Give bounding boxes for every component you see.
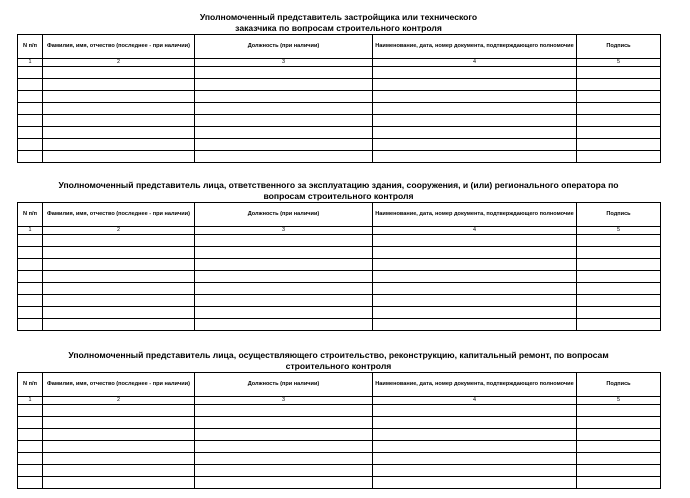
table-row bbox=[18, 283, 661, 295]
table-cell[interactable] bbox=[577, 151, 661, 163]
table-cell[interactable] bbox=[577, 235, 661, 247]
table-cell[interactable] bbox=[18, 127, 43, 139]
table-cell[interactable] bbox=[373, 139, 577, 151]
header-full-name: Фамилия, имя, отчество (последнее - при наличии) bbox=[43, 373, 195, 397]
table-cell[interactable] bbox=[195, 235, 373, 247]
table-cell[interactable] bbox=[18, 405, 43, 417]
table-cell[interactable] bbox=[195, 429, 373, 441]
column-number: 4 bbox=[373, 397, 577, 405]
table-row bbox=[18, 441, 661, 453]
table-cell[interactable] bbox=[577, 307, 661, 319]
table-cell[interactable] bbox=[195, 247, 373, 259]
table-cell[interactable] bbox=[18, 429, 43, 441]
column-number-row bbox=[18, 59, 661, 67]
header-position: Должность (при наличии) bbox=[195, 373, 373, 397]
header-document: Наименование, дата, номер документа, подтверждающего полномочие bbox=[373, 373, 577, 397]
table-cell[interactable] bbox=[18, 271, 43, 283]
table-cell[interactable] bbox=[373, 103, 577, 115]
table-cell[interactable] bbox=[373, 247, 577, 259]
table-cell[interactable] bbox=[577, 115, 661, 127]
table-cell[interactable] bbox=[195, 453, 373, 465]
table-header-row bbox=[18, 35, 661, 59]
header-document: Наименование, дата, номер документа, подтверждающего полномочие bbox=[373, 203, 577, 227]
table-cell[interactable] bbox=[373, 307, 577, 319]
table-cell[interactable] bbox=[577, 247, 661, 259]
table-cell[interactable] bbox=[195, 115, 373, 127]
table-cell[interactable] bbox=[43, 319, 195, 331]
table-header-row bbox=[18, 373, 661, 397]
table-cell[interactable] bbox=[577, 127, 661, 139]
column-number: 1 bbox=[18, 59, 43, 67]
table-cell[interactable] bbox=[43, 139, 195, 151]
table-cell[interactable] bbox=[18, 417, 43, 429]
table-cell[interactable] bbox=[18, 295, 43, 307]
table-cell[interactable] bbox=[577, 103, 661, 115]
table-cell[interactable] bbox=[18, 259, 43, 271]
table-cell[interactable] bbox=[18, 283, 43, 295]
table-cell[interactable] bbox=[43, 417, 195, 429]
table-cell[interactable] bbox=[373, 235, 577, 247]
table-cell[interactable] bbox=[43, 477, 195, 489]
header-position: Должность (при наличии) bbox=[195, 35, 373, 59]
table-cell[interactable] bbox=[195, 465, 373, 477]
table-row bbox=[18, 477, 661, 489]
table-row bbox=[18, 139, 661, 151]
column-number: 1 bbox=[18, 227, 43, 235]
section-title-line-1: Уполномоченный представитель лица, ответственного за эксплуатацию здания, сооружения, и (или) регионального оператора по bbox=[58, 180, 619, 190]
table-row bbox=[18, 453, 661, 465]
table-cell[interactable] bbox=[43, 429, 195, 441]
table-cell[interactable] bbox=[195, 127, 373, 139]
table-cell[interactable] bbox=[18, 151, 43, 163]
table-cell[interactable] bbox=[577, 319, 661, 331]
table-row bbox=[18, 417, 661, 429]
header-signature: Подпись bbox=[577, 35, 661, 59]
column-number: 2 bbox=[43, 59, 195, 67]
column-number: 3 bbox=[195, 59, 373, 67]
representatives-table bbox=[17, 372, 661, 489]
table-cell[interactable] bbox=[373, 441, 577, 453]
header-number: N п/п bbox=[18, 35, 43, 59]
header-document: Наименование, дата, номер документа, подтверждающего полномочие bbox=[373, 35, 577, 59]
table-cell[interactable] bbox=[373, 151, 577, 163]
table-cell[interactable] bbox=[43, 465, 195, 477]
table-cell[interactable] bbox=[195, 91, 373, 103]
table-cell[interactable] bbox=[195, 417, 373, 429]
table-cell[interactable] bbox=[195, 307, 373, 319]
table-cell[interactable] bbox=[577, 295, 661, 307]
table-cell[interactable] bbox=[195, 295, 373, 307]
table-cell[interactable] bbox=[18, 91, 43, 103]
table-cell[interactable] bbox=[577, 405, 661, 417]
column-number: 5 bbox=[577, 227, 661, 235]
table-cell[interactable] bbox=[195, 283, 373, 295]
table-cell[interactable] bbox=[43, 283, 195, 295]
table-cell[interactable] bbox=[195, 405, 373, 417]
column-number: 4 bbox=[373, 59, 577, 67]
table-row bbox=[18, 247, 661, 259]
table-cell[interactable] bbox=[195, 151, 373, 163]
section-builder-representative bbox=[17, 350, 660, 489]
table-cell[interactable] bbox=[373, 127, 577, 139]
header-number: N п/п bbox=[18, 373, 43, 397]
table-cell[interactable] bbox=[18, 235, 43, 247]
section-title bbox=[17, 350, 660, 372]
table-cell[interactable] bbox=[577, 91, 661, 103]
table-cell[interactable] bbox=[18, 477, 43, 489]
table-cell[interactable] bbox=[195, 259, 373, 271]
table-cell[interactable] bbox=[577, 477, 661, 489]
header-full-name: Фамилия, имя, отчество (последнее - при наличии) bbox=[43, 35, 195, 59]
table-cell[interactable] bbox=[373, 319, 577, 331]
table-cell[interactable] bbox=[43, 405, 195, 417]
representatives-table bbox=[17, 34, 661, 163]
table-cell[interactable] bbox=[18, 307, 43, 319]
table-row bbox=[18, 103, 661, 115]
header-position: Должность (при наличии) bbox=[195, 203, 373, 227]
header-signature: Подпись bbox=[577, 373, 661, 397]
table-cell[interactable] bbox=[18, 319, 43, 331]
table-cell[interactable] bbox=[577, 441, 661, 453]
table-cell[interactable] bbox=[43, 307, 195, 319]
table-cell[interactable] bbox=[373, 477, 577, 489]
table-cell[interactable] bbox=[43, 103, 195, 115]
table-row bbox=[18, 259, 661, 271]
table-cell[interactable] bbox=[18, 465, 43, 477]
section-title-line-1: Уполномоченный представитель лица, осуществляющего строительство, реконструкцию, капитальный ремонт, по вопросам bbox=[68, 350, 609, 360]
table-row bbox=[18, 295, 661, 307]
table-cell[interactable] bbox=[195, 319, 373, 331]
table-row bbox=[18, 115, 661, 127]
table-cell[interactable] bbox=[373, 91, 577, 103]
table-row bbox=[18, 79, 661, 91]
table-row bbox=[18, 235, 661, 247]
table-cell[interactable] bbox=[43, 115, 195, 127]
table-cell[interactable] bbox=[577, 417, 661, 429]
table-cell[interactable] bbox=[43, 151, 195, 163]
table-row bbox=[18, 429, 661, 441]
table-cell[interactable] bbox=[577, 429, 661, 441]
section-title-line-2: строительного контроля bbox=[285, 361, 392, 371]
header-full-name: Фамилия, имя, отчество (последнее - при наличии) bbox=[43, 203, 195, 227]
section-operator-representative bbox=[17, 180, 660, 331]
section-title-line-2: заказчика по вопросам строительного контроля bbox=[235, 23, 442, 33]
table-row bbox=[18, 91, 661, 103]
table-cell[interactable] bbox=[577, 453, 661, 465]
table-cell[interactable] bbox=[43, 79, 195, 91]
table-cell[interactable] bbox=[373, 271, 577, 283]
column-number: 3 bbox=[195, 397, 373, 405]
table-row bbox=[18, 319, 661, 331]
table-cell[interactable] bbox=[195, 103, 373, 115]
table-header-row bbox=[18, 203, 661, 227]
table-cell[interactable] bbox=[577, 465, 661, 477]
table-cell[interactable] bbox=[43, 247, 195, 259]
table-cell[interactable] bbox=[43, 271, 195, 283]
table-cell[interactable] bbox=[373, 67, 577, 79]
table-cell[interactable] bbox=[373, 79, 577, 91]
column-number: 5 bbox=[577, 59, 661, 67]
column-number: 4 bbox=[373, 227, 577, 235]
table-cell[interactable] bbox=[373, 429, 577, 441]
table-row bbox=[18, 127, 661, 139]
table-cell[interactable] bbox=[577, 139, 661, 151]
table-cell[interactable] bbox=[195, 79, 373, 91]
header-number: N п/п bbox=[18, 203, 43, 227]
table-cell[interactable] bbox=[373, 259, 577, 271]
table-cell[interactable] bbox=[373, 115, 577, 127]
table-cell[interactable] bbox=[43, 67, 195, 79]
table-cell[interactable] bbox=[18, 453, 43, 465]
table-cell[interactable] bbox=[577, 79, 661, 91]
table-cell[interactable] bbox=[18, 67, 43, 79]
section-developer-representative bbox=[17, 12, 660, 163]
table-cell[interactable] bbox=[577, 283, 661, 295]
table-cell[interactable] bbox=[43, 453, 195, 465]
column-number: 5 bbox=[577, 397, 661, 405]
table-row bbox=[18, 271, 661, 283]
column-number: 2 bbox=[43, 397, 195, 405]
table-row bbox=[18, 307, 661, 319]
table-cell[interactable] bbox=[373, 295, 577, 307]
table-cell[interactable] bbox=[577, 259, 661, 271]
section-title-line-2: вопросам строительного контроля bbox=[263, 191, 414, 201]
table-cell[interactable] bbox=[43, 441, 195, 453]
table-cell[interactable] bbox=[195, 139, 373, 151]
header-signature: Подпись bbox=[577, 203, 661, 227]
column-number: 3 bbox=[195, 227, 373, 235]
section-title bbox=[17, 180, 660, 202]
table-cell[interactable] bbox=[195, 67, 373, 79]
table-row bbox=[18, 151, 661, 163]
table-row bbox=[18, 67, 661, 79]
table-cell[interactable] bbox=[18, 441, 43, 453]
column-number: 2 bbox=[43, 227, 195, 235]
table-cell[interactable] bbox=[43, 259, 195, 271]
column-number-row bbox=[18, 227, 661, 235]
table-cell[interactable] bbox=[195, 271, 373, 283]
table-cell[interactable] bbox=[43, 127, 195, 139]
column-number: 1 bbox=[18, 397, 43, 405]
table-cell[interactable] bbox=[373, 283, 577, 295]
table-cell[interactable] bbox=[18, 139, 43, 151]
table-cell[interactable] bbox=[373, 453, 577, 465]
table-cell[interactable] bbox=[373, 405, 577, 417]
table-cell[interactable] bbox=[18, 79, 43, 91]
section-title-line-1: Уполномоченный представитель застройщика или технического bbox=[199, 12, 478, 22]
table-cell[interactable] bbox=[373, 417, 577, 429]
representatives-table bbox=[17, 202, 661, 331]
table-cell[interactable] bbox=[43, 235, 195, 247]
table-cell[interactable] bbox=[43, 295, 195, 307]
table-cell[interactable] bbox=[18, 247, 43, 259]
section-title bbox=[17, 12, 660, 34]
table-row bbox=[18, 405, 661, 417]
table-cell[interactable] bbox=[195, 477, 373, 489]
column-number-row bbox=[18, 397, 661, 405]
table-cell[interactable] bbox=[18, 103, 43, 115]
table-cell[interactable] bbox=[43, 91, 195, 103]
table-cell[interactable] bbox=[195, 441, 373, 453]
table-cell[interactable] bbox=[577, 67, 661, 79]
table-cell[interactable] bbox=[577, 271, 661, 283]
table-cell[interactable] bbox=[18, 115, 43, 127]
table-row bbox=[18, 465, 661, 477]
table-cell[interactable] bbox=[373, 465, 577, 477]
